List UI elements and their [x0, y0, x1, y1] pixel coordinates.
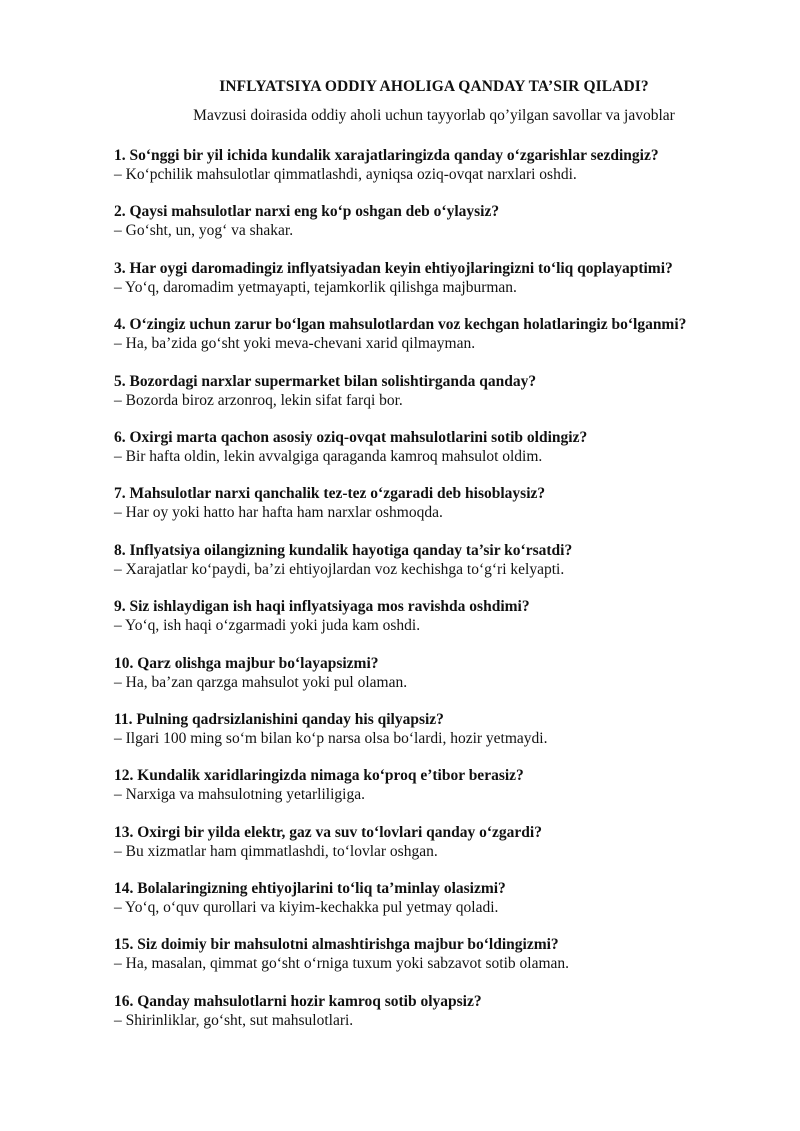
qa-answer: – Har oy yoki hatto har hafta ham narxlar oshmoqda.: [114, 504, 443, 522]
qa-item: [114, 484, 774, 540]
qa-answer: – Shirinliklar, go‘sht, sut mahsulotlari.: [114, 1011, 354, 1029]
qa-answer: – Bir hafta oldin, lekin avvalgiga qaraganda kamroq mahsulot oldim.: [114, 447, 543, 465]
document-subtitle: Mavzusi doirasida oddiy aholi uchun tayyorlab qo’yilgan savollar va javoblar: [193, 107, 675, 124]
qa-item: [114, 259, 774, 315]
qa-question: 9. Siz ishlaydigan ish haqi inflyatsiyaga mos ravishda oshdimi?: [114, 598, 530, 616]
qa-answer: – Yo‘q, o‘quv qurollari va kiyim-kechakka pul yetmay qoladi.: [114, 899, 499, 917]
qa-item: [114, 710, 774, 766]
qa-question: 12. Kundalik xaridlaringizda nimaga ko‘proq e’tibor berasiz?: [114, 767, 524, 785]
qa-item: [114, 654, 774, 710]
qa-answer: – Bozorda biroz arzonroq, lekin sifat farqi bor.: [114, 391, 403, 409]
qa-item: [114, 541, 774, 597]
qa-item: [114, 766, 774, 822]
qa-item: [114, 935, 774, 991]
qa-question: 14. Bolalaringizning ehtiyojlarini to‘liq ta’minlay olasizmi?: [114, 880, 506, 898]
qa-item: [114, 202, 774, 258]
qa-item: [114, 992, 774, 1048]
qa-answer: – Xarajatlar ko‘paydi, ba’zi ehtiyojlardan voz kechishga to‘g‘ri kelyapti.: [114, 560, 565, 578]
qa-question: 3. Har oygi daromadingiz inflyatsiyadan keyin ehtiyojlaringizni to‘liq qoplayaptimi?: [114, 259, 673, 277]
qa-question: 13. Oxirgi bir yilda elektr, gaz va suv to‘lovlari qanday o‘zgardi?: [114, 823, 542, 841]
qa-question: 16. Qanday mahsulotlarni hozir kamroq sotib olyapsiz?: [114, 992, 482, 1010]
document-title: INFLYATSIYA ODDIY AHOLIGA QANDAY TA’SIR QILADI?: [219, 78, 649, 95]
qa-answer: – Bu xizmatlar ham qimmatlashdi, to‘lovlar oshgan.: [114, 842, 438, 860]
qa-item: [114, 146, 774, 202]
qa-question: 7. Mahsulotlar narxi qanchalik tez-tez o‘zgaradi deb hisoblaysiz?: [114, 485, 546, 503]
qa-answer: – Ha, ba’zan qarzga mahsulot yoki pul olaman.: [114, 673, 408, 691]
qa-answer: – Narxiga va mahsulotning yetarliligiga.: [114, 786, 365, 804]
qa-question: 4. O‘zingiz uchun zarur bo‘lgan mahsulotlardan voz kechgan holatlaringiz bo‘lganmi?: [114, 316, 687, 334]
qa-item: [114, 315, 774, 371]
qa-answer: – Yo‘q, daromadim yetmayapti, tejamkorlik qilishga majburman.: [114, 278, 517, 296]
qa-item: [114, 372, 774, 428]
qa-answer: – Ko‘pchilik mahsulotlar qimmatlashdi, ayniqsa oziq-ovqat narxlari oshdi.: [114, 166, 577, 183]
qa-item: [114, 879, 774, 935]
qa-answer: – Go‘sht, un, yog‘ va shakar.: [114, 222, 294, 240]
qa-question: 1. So‘nggi bir yil ichida kundalik xarajatlaringizda qanday o‘zgarishlar sezdingiz?: [114, 147, 659, 164]
qa-question: 15. Siz doimiy bir mahsulotni almashtirishga majbur bo‘ldingizmi?: [114, 936, 559, 954]
qa-answer: – Ha, ba’zida go‘sht yoki meva-chevani xarid qilmayman.: [114, 335, 476, 353]
qa-answer: – Yo‘q, ish haqi o‘zgarmadi yoki juda kam oshdi.: [114, 617, 421, 635]
qa-item: [114, 597, 774, 653]
qa-question: 2. Qaysi mahsulotlar narxi eng ko‘p oshgan deb o‘ylaysiz?: [114, 203, 500, 221]
qa-question: 5. Bozordagi narxlar supermarket bilan solishtirganda qanday?: [114, 372, 537, 390]
qa-item: [114, 428, 774, 484]
qa-question: 8. Inflyatsiya oilangizning kundalik hayotiga qanday ta’sir ko‘rsatdi?: [114, 541, 573, 559]
qa-item: [114, 823, 774, 879]
qa-question: 11. Pulning qadrsizlanishini qanday his qilyapsiz?: [114, 710, 444, 728]
qa-answer: – Ha, masalan, qimmat go‘sht o‘rniga tuxum yoki sabzavot sotib olaman.: [114, 955, 570, 973]
qa-answer: – Ilgari 100 ming so‘m bilan ko‘p narsa olsa bo‘lardi, hozir yetmaydi.: [114, 729, 548, 747]
qa-list: [114, 146, 774, 1048]
qa-question: 10. Qarz olishga majbur bo‘layapsizmi?: [114, 654, 379, 672]
qa-question: 6. Oxirgi marta qachon asosiy oziq-ovqat mahsulotlarini sotib oldingiz?: [114, 428, 588, 446]
